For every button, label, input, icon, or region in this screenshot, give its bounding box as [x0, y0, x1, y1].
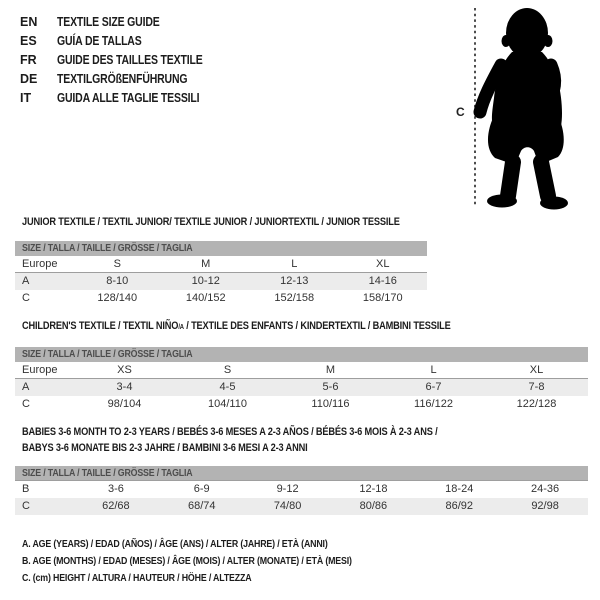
legend-text: B. AGE (MONTHS) / EDAD (MESES) / ÂGE (MOIS) / ALTER (MONATE) / ETÀ (MESI) [22, 555, 352, 567]
baby-head [506, 8, 548, 58]
row-label: Europe [22, 364, 58, 376]
legend [22, 536, 415, 587]
language-code: ES [20, 34, 37, 48]
value-cell: 4-5 [219, 381, 236, 393]
children-size-table [15, 347, 588, 413]
size-cell: L [430, 364, 437, 376]
legend-line-c [22, 570, 415, 587]
value-cell: 3-4 [116, 381, 133, 393]
value-cell: 10-12 [191, 275, 220, 287]
size-header-label: SIZE / TALLA / TAILLE / GRÖSSE / TAGLIA [22, 348, 193, 360]
language-title: TEXTILE SIZE GUIDE [57, 15, 160, 29]
value-cell: 5-6 [322, 381, 339, 393]
title-post: / TEXTILE DES ENFANTS / KINDERTEXTIL / BAMBINI TESSILE [183, 320, 451, 332]
legend-text: A. AGE (YEARS) / EDAD (AÑOS) / ÂGE (ANS) / ALTER (JAHRE) / ETÀ (ANNI) [22, 538, 328, 550]
table-row-height [15, 290, 427, 307]
row-label: B [22, 483, 30, 495]
size-cell: XL [376, 258, 390, 270]
row-label: C [22, 398, 30, 410]
language-code: EN [20, 15, 38, 29]
title-subscript: /A [178, 324, 184, 331]
size-header-bar [15, 241, 427, 256]
children-table-title [22, 320, 532, 332]
row-label: A [22, 381, 30, 393]
value-cell: 158/170 [362, 292, 403, 304]
baby-leg-left [508, 162, 513, 196]
babies-size-table [15, 466, 588, 515]
table-row-height [15, 396, 588, 413]
value-cell: 116/122 [414, 398, 453, 410]
value-cell: 9-12 [276, 483, 299, 495]
size-header-label: SIZE / TALLA / TAILLE / GRÖSSE / TAGLIA [22, 242, 193, 254]
baby-leg-right [541, 162, 548, 196]
size-cell: L [291, 258, 298, 270]
baby-foot-right [540, 197, 568, 210]
value-cell: 8-10 [106, 275, 129, 287]
language-row-de [20, 70, 230, 89]
size-header-label: SIZE / TALLA / TAILLE / GRÖSSE / TAGLIA [22, 467, 193, 479]
value-cell: 122/128 [516, 398, 557, 410]
language-title: GUIDE DES TAILLES TEXTILE [57, 53, 203, 67]
baby-ear-left [502, 35, 511, 47]
baby-ear-right [544, 35, 553, 47]
language-code: DE [20, 72, 38, 86]
size-cell: M [325, 364, 336, 376]
value-cell: 74/80 [273, 500, 302, 512]
language-row-fr [20, 51, 230, 70]
language-row-it [20, 89, 230, 108]
value-cell: 3-6 [107, 483, 124, 495]
value-cell: 6-7 [425, 381, 442, 393]
baby-silhouette-figure [468, 0, 596, 212]
language-code: IT [20, 91, 32, 105]
size-header-bar [15, 347, 588, 362]
babies-title-line1: BABIES 3-6 MONTH TO 2-3 YEARS / BEBÉS 3-6 MESES A 2-3 AÑOS / BÉBÉS 3-6 MOIS À 2-3 ANS / [22, 426, 438, 438]
babies-title-line2: BABYS 3-6 MONATE BIS 2-3 JAHRE / BAMBINI 3-6 MESI A 2-3 ANNI [22, 442, 308, 454]
legend-line-b [22, 553, 415, 570]
row-label: C [22, 292, 30, 304]
value-cell: 14-16 [368, 275, 397, 287]
junior-table-title-text: JUNIOR TEXTILE / TEXTIL JUNIOR/ TEXTILE JUNIOR / JUNIORTEXTIL / JUNIOR TESSILE [22, 216, 400, 228]
legend-line-a [22, 536, 415, 553]
size-header-bar [15, 466, 588, 481]
size-cell: XL [529, 364, 544, 376]
baby-silhouette [480, 8, 568, 210]
value-cell: 110/116 [311, 398, 350, 410]
value-cell: 80/86 [359, 500, 388, 512]
value-cell: 140/152 [185, 292, 226, 304]
table-row-age [15, 378, 588, 396]
language-title: GUÍA DE TALLAS [57, 34, 142, 48]
language-title: TEXTILGRÖßENFÜHRUNG [57, 72, 188, 86]
value-cell: 86/92 [445, 500, 473, 512]
value-cell: 68/74 [187, 500, 216, 512]
table-row-europe [15, 256, 427, 273]
table-row-europe [15, 362, 588, 379]
table-row-height [15, 498, 588, 515]
value-cell: 18-24 [445, 483, 474, 495]
value-cell: 152/158 [274, 292, 315, 304]
row-label: Europe [22, 258, 58, 270]
value-cell: 24-36 [531, 483, 560, 495]
value-cell: 128/140 [97, 292, 138, 304]
babies-table-title [22, 424, 517, 456]
baby-foot-left [487, 195, 517, 208]
value-cell: 104/110 [208, 398, 247, 410]
table-row-age [15, 272, 427, 290]
language-row-es [20, 32, 230, 51]
row-label: C [22, 500, 30, 512]
legend-text: C. (cm) HEIGHT / ALTURA / HAUTEUR / HÖHE / ALTEZZA [22, 572, 252, 584]
value-cell: 12-13 [280, 275, 309, 287]
size-cell: S [223, 364, 232, 376]
value-cell: 98/104 [107, 398, 142, 410]
table-row-months [15, 480, 588, 498]
title-pre: CHILDREN'S TEXTILE / TEXTIL NIÑO [22, 320, 179, 332]
value-cell: 7-8 [528, 381, 545, 393]
value-cell: 6-9 [193, 483, 210, 495]
size-cell: S [113, 258, 121, 270]
value-cell: 92/98 [531, 500, 559, 512]
row-label: A [22, 275, 30, 287]
language-title-list [20, 13, 230, 108]
value-cell: 12-18 [359, 483, 388, 495]
junior-size-table [15, 241, 427, 307]
language-code: FR [20, 53, 37, 67]
size-cell: XS [117, 364, 132, 376]
junior-table-title [22, 216, 472, 228]
language-row-en [20, 13, 230, 32]
value-cell: 62/68 [102, 500, 130, 512]
size-cell: M [201, 258, 211, 270]
height-marker-label: C [456, 105, 465, 119]
language-title: GUIDA ALLE TAGLIE TESSILI [57, 91, 200, 105]
children-table-title-text [22, 320, 451, 332]
baby-shorts [488, 118, 564, 165]
